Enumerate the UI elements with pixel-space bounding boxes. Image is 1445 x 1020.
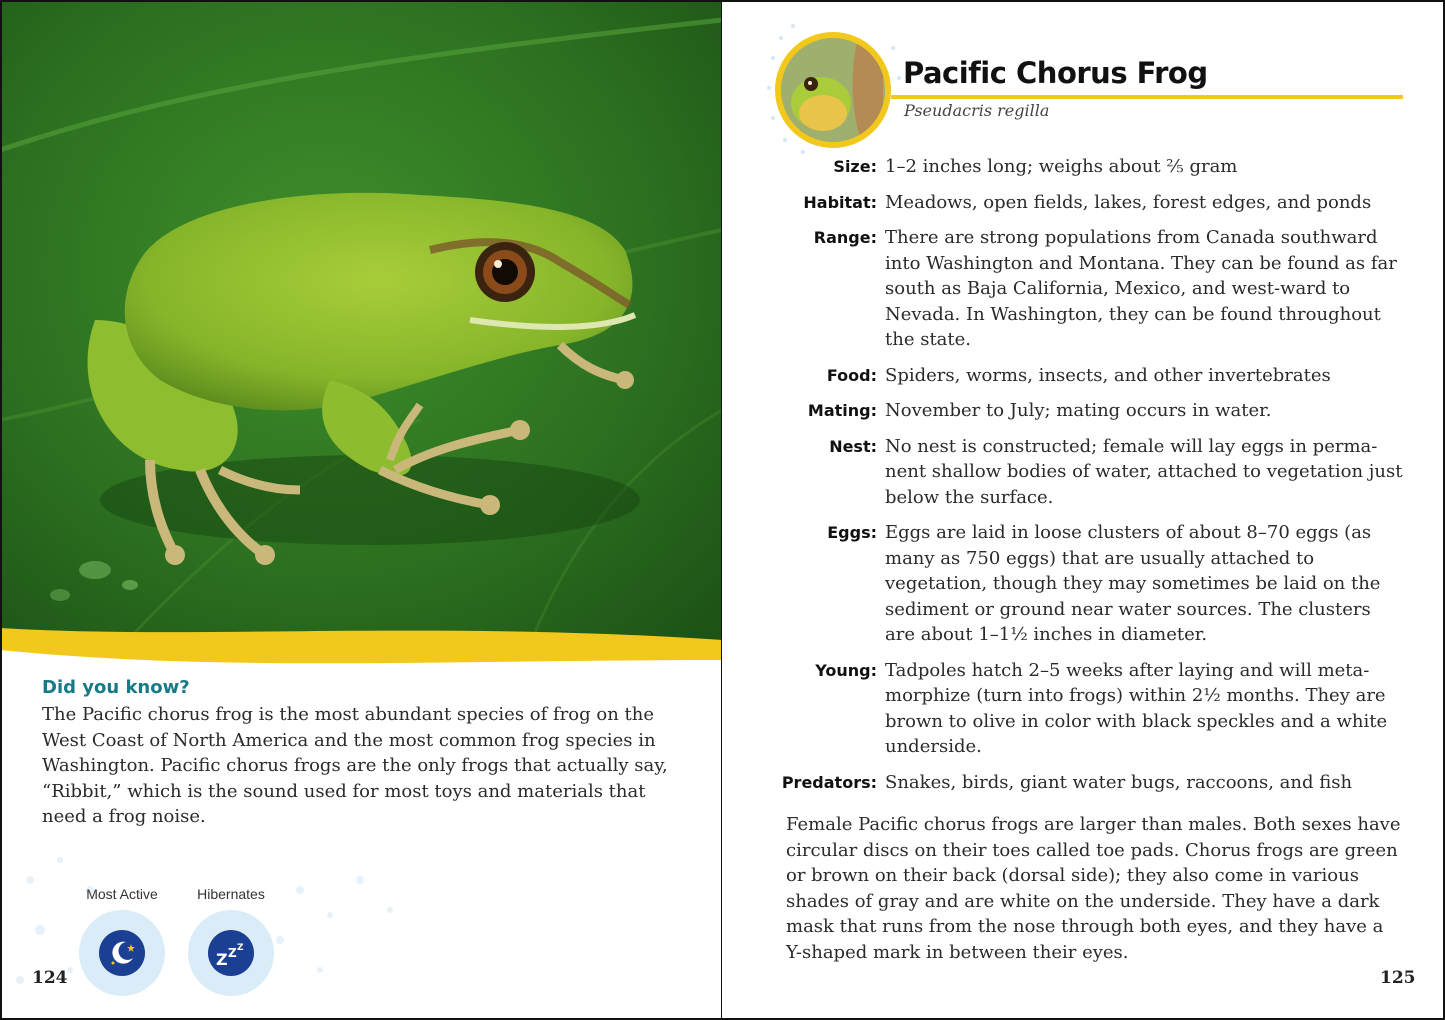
sleep-zzz-icon (208, 930, 254, 976)
fact-value: Spiders, worms, insects, and other invertebrates (885, 364, 1331, 386)
fact-value: Eggs are laid in loose clusters of about 8–70 eggs (as many as 750 eggs) that are usually attached to vegetation, though they may sometimes be laid on the sediment or ground near water sources. The clusters are about 1–1½ inches in diameter. (885, 522, 1381, 645)
hibernates-badge (188, 910, 274, 996)
hibernates-label: Hibernates (197, 886, 265, 902)
most-active-badge (79, 910, 165, 996)
frog-photo (0, 0, 722, 670)
fact-label: Eggs: (827, 523, 877, 542)
frame-left (0, 0, 2, 1020)
fact-value: 1–2 inches long; weighs about ⅖ gram (885, 156, 1238, 177)
fact-value: No nest is constructed; female will lay eggs in perma-nent shallow bodies of water, attached to vegetation just below the surface. (885, 435, 1403, 508)
fact-label: Food: (826, 365, 877, 385)
did-you-know-heading: Did you know? (42, 677, 190, 698)
fact-label: Predators: (781, 772, 877, 792)
fact-value: There are strong populations from Canada southward into Washington and Montana. They can be found as far south as Baja California, Mexico, and west-ward to Nevada. In Washington, they can be found throughout the state. (885, 227, 1397, 350)
species-portrait (763, 18, 903, 158)
did-you-know-text: The Pacific chorus frog is the most abundant species of frog on the West Coast of North America and the most common frog species in Washington. Pacific chorus frogs are the only frogs that actually say, “Ribbit,” which is the sound used for most toys and materials that need a frog noise. (42, 704, 668, 827)
fact-label: Young: (815, 660, 877, 680)
hibernates-indicator (176, 886, 286, 996)
latin-name: Pseudacris regilla (904, 101, 1050, 120)
title-underline (891, 95, 1403, 99)
fact-label: Nest: (829, 436, 877, 456)
fact-habitat (723, 190, 1423, 216)
page-number-right: 125 (1380, 968, 1416, 988)
page-number-left: 124 (32, 968, 68, 988)
fact-mating (723, 398, 1423, 424)
left-page (0, 0, 722, 1020)
fact-value: Snakes, birds, giant water bugs, raccoons, and fish (885, 771, 1353, 793)
fact-range (723, 225, 1423, 353)
fact-label: Mating: (807, 401, 877, 420)
fact-predators (723, 770, 1423, 796)
frame-top (0, 0, 1445, 2)
species-description: Female Pacific chorus frogs are larger than males. Both sexes have circular discs on their toes called toe pads. Chorus frogs are green or brown on their back (dorsal side); they also come in various shades of gray and are white on the underside. They have a dark mask that runs from the nose through both eyes, and they have a Y-shaped mark in between their eyes. (786, 814, 1401, 963)
fact-label: Range: (813, 228, 877, 247)
svg-text:Z: Z (237, 943, 244, 953)
fact-food (723, 363, 1423, 389)
fact-value: Meadows, open fields, lakes, forest edges, and ponds (885, 191, 1372, 213)
fact-label: Habitat: (803, 192, 877, 212)
svg-text:Z: Z (216, 950, 228, 968)
species-title: Pacific Chorus Frog (903, 56, 1208, 90)
fact-eggs (723, 520, 1423, 648)
fact-young (723, 658, 1423, 760)
svg-text:Z: Z (228, 946, 237, 960)
fact-value: November to July; mating occurs in water. (885, 400, 1272, 421)
moon-icon (99, 930, 145, 976)
right-page (723, 0, 1445, 1020)
fact-size (723, 154, 1423, 180)
facts-list (723, 154, 1423, 805)
fact-label: Size: (833, 157, 877, 176)
most-active-indicator (67, 886, 177, 996)
fact-value: Tadpoles hatch 2–5 weeks after laying and will meta-morphize (turn into frogs) within 2½ months. They are brown to olive in color with black speckles and a white underside. (885, 659, 1388, 757)
most-active-label: Most Active (86, 886, 158, 902)
fact-nest (723, 434, 1423, 511)
